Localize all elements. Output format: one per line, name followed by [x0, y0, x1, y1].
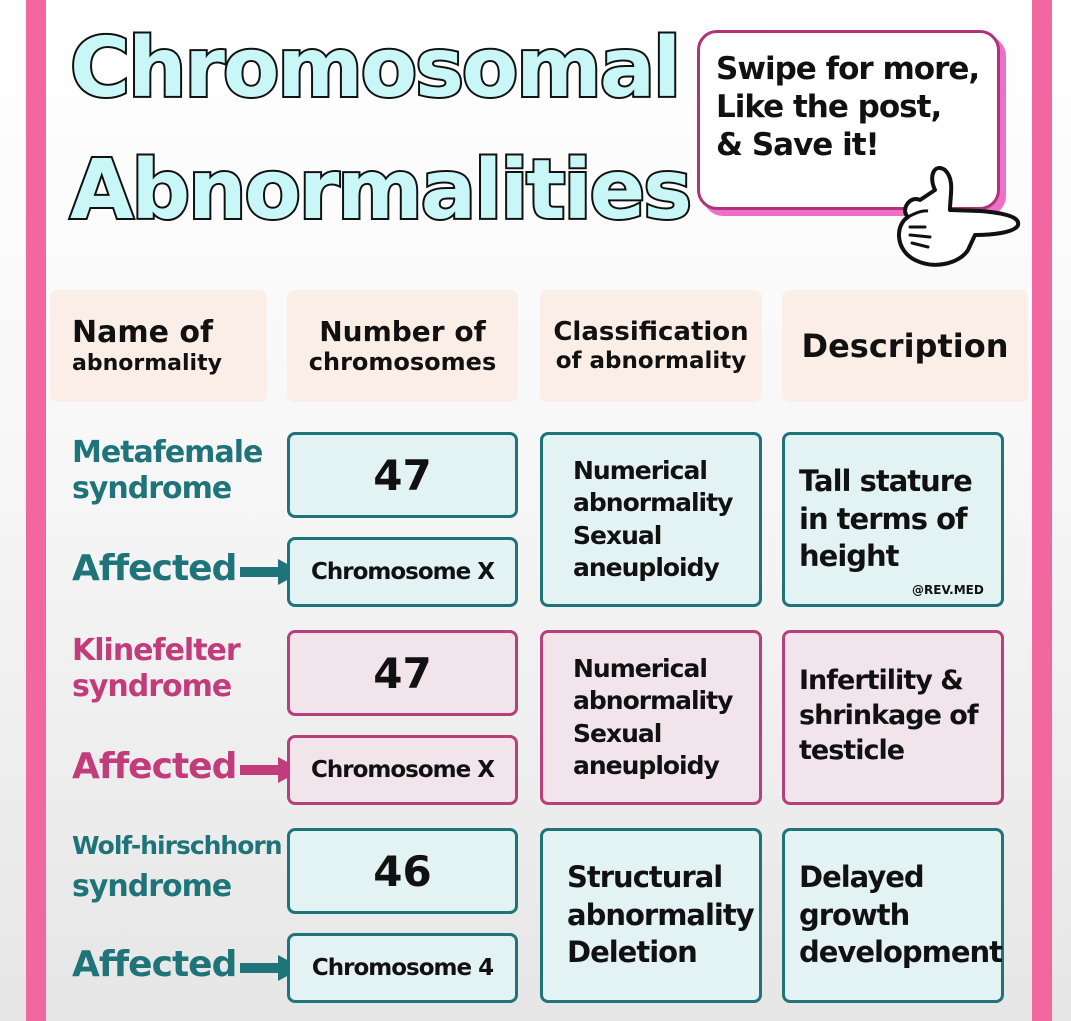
affected-chromosome: Chromosome X	[287, 537, 518, 607]
description-line: in terms of	[799, 501, 967, 536]
header-text: Name of	[72, 314, 214, 350]
classification-line: Numerical	[573, 653, 707, 683]
description-line: development	[799, 935, 1003, 970]
abnormality-name: Klinefelter syndrome	[72, 633, 240, 704]
affected-label: Affected	[72, 746, 237, 787]
classification-line: Sexual	[573, 718, 662, 748]
note-line: Swipe for more,	[716, 51, 980, 87]
description-line: Infertility &	[799, 665, 963, 696]
chromosome-count: 47	[287, 630, 518, 716]
note-line: Like the post,	[716, 88, 942, 125]
abnormality-name: Wolf-hirschhorn syndrome	[72, 831, 282, 904]
description-line: height	[799, 539, 899, 574]
header-number	[287, 290, 518, 402]
affected-chromosome: Chromosome 4	[287, 933, 518, 1003]
affected-label: Affected	[72, 944, 237, 985]
classification-line: abnormality	[573, 488, 733, 517]
affected-label: Affected	[72, 548, 237, 589]
credit-watermark: @REV.MED	[912, 583, 984, 597]
classification-cell	[540, 432, 762, 607]
classification-line: aneuploidy	[573, 553, 719, 582]
description-line: Delayed	[799, 859, 924, 894]
classification-line: Deletion	[567, 935, 697, 970]
description-cell	[782, 432, 1004, 607]
description-line: Tall stature	[799, 463, 972, 498]
classification-line: abnormality	[567, 897, 754, 932]
title-line-1: Chromosomal	[70, 21, 680, 116]
right-border	[1032, 0, 1052, 1021]
header-classification	[540, 290, 762, 402]
header-subtext: of abnormality	[555, 347, 747, 374]
header-description	[782, 290, 1028, 402]
pointing-hand-icon	[880, 155, 1025, 270]
classification-line: aneuploidy	[573, 751, 719, 780]
classification-line: Structural	[567, 859, 723, 894]
description-line: testicle	[799, 735, 905, 767]
header-subtext: abnormality	[72, 350, 222, 376]
description-line: shrinkage of	[799, 700, 978, 732]
chromosome-count: 47	[287, 432, 518, 518]
abnormality-name: Metafemale syndrome	[72, 435, 263, 506]
note-line: & Save it!	[716, 126, 879, 163]
chromosome-count: 46	[287, 828, 518, 914]
description-line: growth	[799, 897, 910, 932]
classification-line: abnormality	[573, 686, 733, 715]
header-name	[50, 290, 267, 402]
classification-cell	[540, 630, 762, 805]
left-border	[26, 0, 46, 1021]
description-cell	[782, 828, 1004, 1003]
affected-chromosome: Chromosome X	[287, 735, 518, 805]
title-line-2: Abnormalities	[70, 143, 691, 238]
classification-cell	[540, 828, 762, 1003]
header-subtext: chromosomes	[308, 348, 497, 377]
classification-line: Numerical	[573, 455, 707, 485]
header-text: Description	[801, 326, 1009, 365]
description-cell	[782, 630, 1004, 805]
classification-line: Sexual	[573, 520, 662, 550]
header-text: Number of	[319, 314, 486, 348]
header-text: Classification	[553, 316, 749, 347]
